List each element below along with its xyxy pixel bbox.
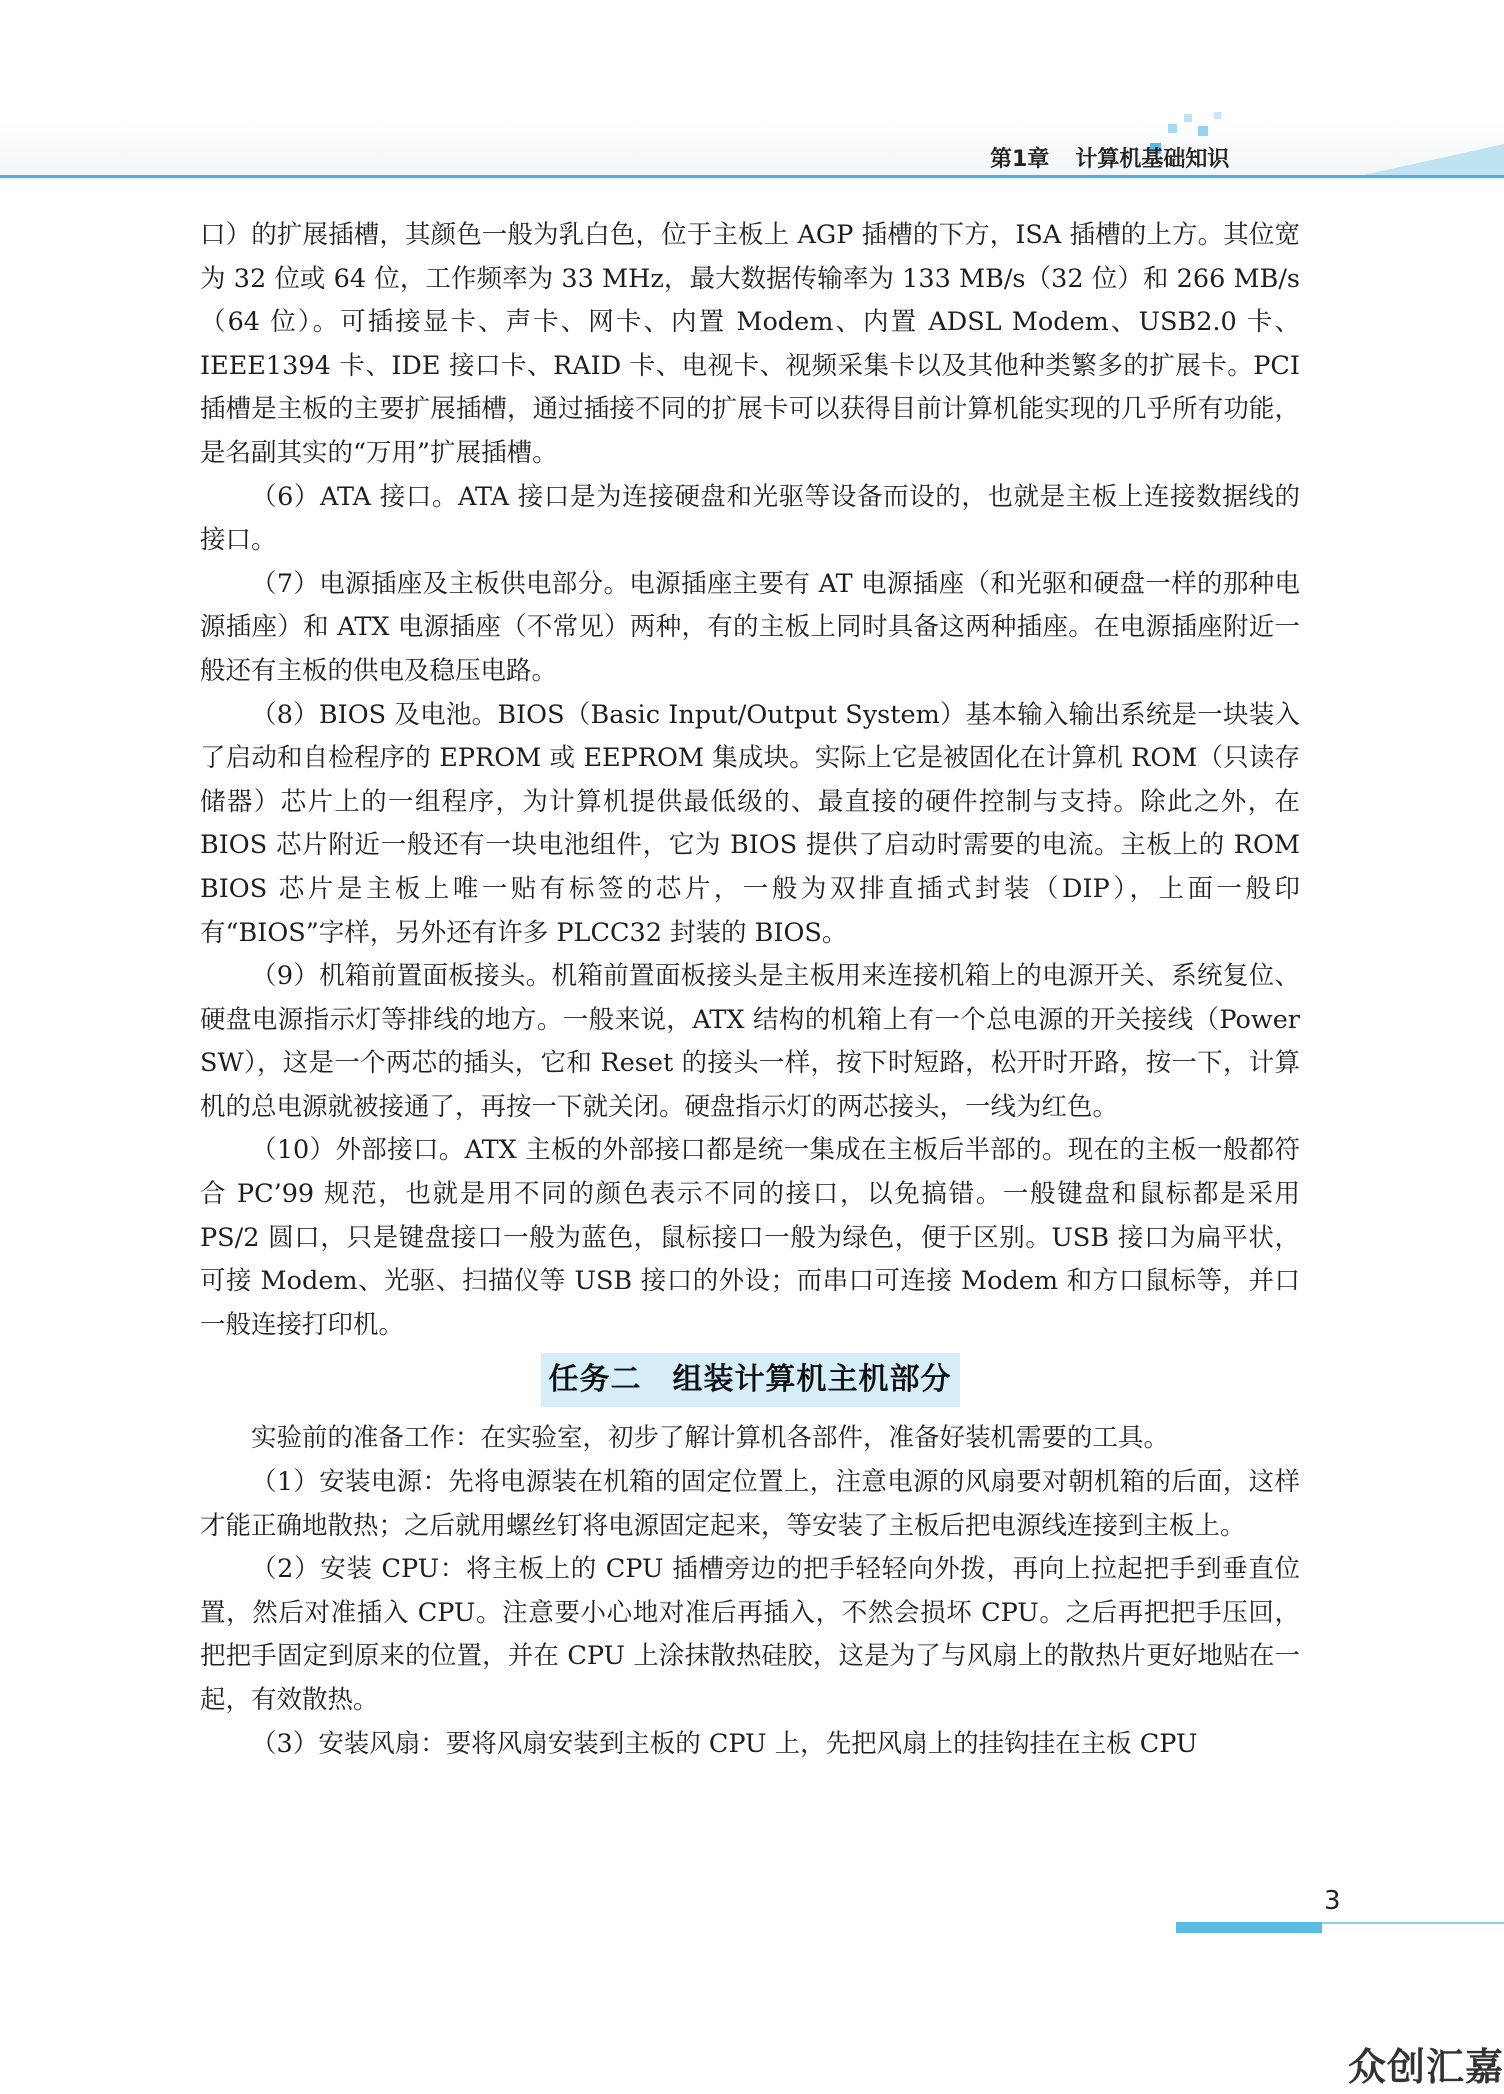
chapter-number: 第1章	[990, 146, 1050, 172]
section-heading-container	[200, 1353, 1300, 1407]
decor-square	[1198, 126, 1208, 136]
paragraph: （10）外部接口。ATX 主板的外部接口都是统一集成在主板后半部的。现在的主板一般都符合 PC’99 规范，也就是用不同的颜色表示不同的接口，以免搞错。一般键盘和鼠标都是采用 PS/2 圆口，只是键盘接口一般为蓝色，鼠标接口一般为绿色，便于区别。USB 接口为扁平状，可接 Modem、光驱、扫描仪等 USB 接口的外设；而串口可连接 Modem 和方口鼠标等，并口一般连接打印机。	[200, 1135, 1300, 1340]
chapter-title: 计算机基础知识	[1075, 146, 1230, 172]
paragraph: （2）安装 CPU：将主板上的 CPU 插槽旁边的把手轻轻向外拨，再向上拉起把手到垂直位置，然后对准插入 CPU。注意要小心地对准后再插入，不然会损坏 CPU。之后再把把手压回，把把手固定到原来的位置，并在 CPU 上涂抹散热硅胶，这是为了与风扇上的散热片更好地贴在一起，有效散热。	[200, 1554, 1300, 1715]
paragraph: （7）电源插座及主板供电部分。电源插座主要有 AT 电源插座（和光驱和硬盘一样的那种电源插座）和 ATX 电源插座（不常见）两种，有的主板上同时具备这两种插座。在电源插座附近一般还有主板的供电及稳压电路。	[200, 568, 1300, 686]
decor-square	[1214, 112, 1221, 119]
decor-square	[1168, 124, 1177, 133]
footer-bar	[1176, 1922, 1322, 1933]
watermark-logo: 众创汇嘉	[1347, 2045, 1504, 2089]
paragraph: （6）ATA 接口。ATA 接口是为连接硬盘和光驱等设备而设的，也就是主板上连接数据线的接口。	[200, 481, 1300, 556]
section-heading: 任务二 组装计算机主机部分	[541, 1353, 960, 1407]
paragraph: （8）BIOS 及电池。BIOS（Basic Input/Output System）基本输入输出系统是一块装入了启动和自检程序的 EPROM 或 EEPROM 集成块。实际上它是被固化在计算机 ROM（只读存储器）芯片上的一组程序，为计算机提供最低级的、最直接的硬件控制与支持。除此之外，在 BIOS 芯片附近一般还有一块电池组件，它为 BIOS 提供了启动时需要的电流。主板上的 ROM BIOS 芯片是主板上唯一贴有标签的芯片，一般为双排直插式封装（DIP），上面一般印有“BIOS”字样，另外还有许多 PLCC32 封装的 BIOS。	[200, 699, 1300, 948]
header-rule	[0, 175, 1504, 178]
paragraph: 口）的扩展插槽，其颜色一般为乳白色，位于主板上 AGP 插槽的下方，ISA 插槽的上方。其位宽为 32 位或 64 位，工作频率为 33 MHz，最大数据传输率为 133 MB/s（32 位）和 266 MB/s（64 位）。可插接显卡、声卡、网卡、内置 Modem、内置 ADSL Modem、USB2.0 卡、IEEE1394 卡、IDE 接口卡、RAID 卡、电视卡、视频采集卡以及其他种类繁多的扩展卡。PCI 插槽是主板的主要扩展插槽，通过插接不同的扩展卡可以获得目前计算机能实现的几乎所有功能，是名副其实的“万用”扩展插槽。	[200, 220, 1300, 468]
header-band	[0, 118, 1504, 180]
paragraph: （3）安装风扇：要将风扇安装到主板的 CPU 上，先把风扇上的挂钩挂在主板 CPU	[251, 1728, 1198, 1759]
running-header	[990, 140, 1229, 174]
paragraph: 实验前的准备工作：在实验室，初步了解计算机各部件，准备好装机需要的工具。	[251, 1423, 1170, 1454]
page-body	[200, 214, 1300, 1766]
decor-square	[1184, 114, 1192, 122]
paragraph: （1）安装电源：先将电源装在机箱的固定位置上，注意电源的风扇要对朝机箱的后面，这样才能正确地散热；之后就用螺丝钉将电源固定起来，等安装了主板后把电源线连接到主板上。	[200, 1467, 1300, 1541]
paragraph: （9）机箱前置面板接头。机箱前置面板接头是主板用来连接机箱上的电源开关、系统复位、硬盘电源指示灯等排线的地方。一般来说，ATX 结构的机箱上有一个总电源的开关接线（Power SW），这是一个两芯的插头，它和 Reset 的接头一样，按下时短路，松开时开路，按一下，计算机的总电源就被接通了，再按一下就关闭。硬盘指示灯的两芯接头，一线为红色。	[200, 961, 1300, 1122]
page-number: 3	[1324, 1886, 1341, 1916]
